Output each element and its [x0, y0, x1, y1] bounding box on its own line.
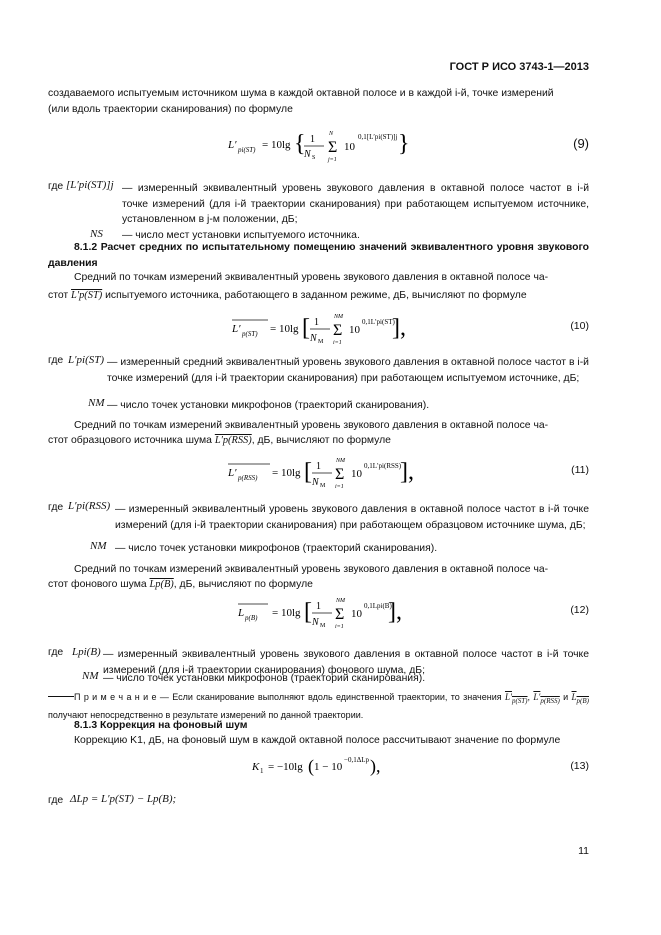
- svg-text:1: 1: [260, 767, 264, 775]
- svg-text:Σ: Σ: [328, 139, 338, 156]
- section-8-1-3-para: Коррекцию K1, дБ, на фоновый шум в каждой октавной полосе рассчитывают значение по формуле: [74, 735, 561, 746]
- svg-text:0,1[L′pi(ST)]j: 0,1[L′pi(ST)]j: [358, 133, 398, 141]
- svg-text:= 10lg: = 10lg: [272, 607, 301, 619]
- para1-symbol: L′p(ST): [71, 290, 103, 301]
- note-text-b: получают непосредственно в результате измерений по данной траектории.: [48, 710, 364, 720]
- svg-text:= −10lg: = −10lg: [268, 761, 303, 773]
- note-sym-2: $L'_{p(RSS)}$: [533, 692, 560, 705]
- svg-text:N: N: [329, 131, 334, 137]
- equation-10-graphic: [232, 308, 406, 348]
- svg-text:S: S: [312, 155, 316, 161]
- intro-paragraph: [48, 86, 589, 117]
- def9-term-1: [L′pi(ST)]j: [66, 179, 114, 191]
- page-header-title: ГОСТ Р ИСО 3743-1—2013: [449, 61, 589, 73]
- para3-symbol: Lp(B): [149, 579, 174, 590]
- svg-text:j=1: j=1: [328, 157, 337, 163]
- def11-term-1: L′pi(RSS): [68, 500, 111, 512]
- svg-text:NM: NM: [334, 314, 343, 320]
- svg-text:M: M: [318, 339, 324, 345]
- para3-line2: [48, 577, 589, 593]
- equation-9-graphic: [228, 126, 408, 166]
- svg-text:),: ),: [370, 756, 381, 776]
- svg-text:L: L: [238, 607, 245, 619]
- svg-text:(: (: [308, 756, 314, 776]
- def9-lead: где: [48, 181, 64, 192]
- note-rule: [48, 696, 74, 697]
- def10-body-2: — число точек установки микрофонов (траекторий сканирования).: [107, 400, 430, 411]
- def12-term-2: NM: [82, 670, 99, 682]
- svg-text:[: [: [304, 599, 312, 625]
- svg-text:L′: L′: [228, 139, 237, 151]
- svg-text:NM: NM: [336, 598, 345, 604]
- def12-term-1: Lpi(B): [72, 646, 101, 658]
- note: П р и м е ч а н и е — Если сканирование выполняют вдоль единственной траектории, то значения $L'_{p(ST)}$, $L'_{p(RSS)}$ и $L_{p(B)}$ получают непосредственно в результате измерений по данной траектории.: [48, 692, 589, 720]
- svg-text:N: N: [310, 333, 317, 344]
- intro-line-1: создаваемого испытуемым источником шума в каждой октавной полосе и в каждой i-й, точке измерений: [48, 88, 554, 99]
- svg-text:K: K: [252, 761, 260, 773]
- para2-symbol: L′p(RSS): [214, 435, 252, 446]
- svg-text:N: N: [312, 477, 319, 488]
- note-text-a: — Если сканирование выполняют вдоль единственной траектории, то значения: [159, 692, 502, 702]
- para3-pre: стот фонового шума: [48, 579, 147, 590]
- svg-text:N: N: [304, 149, 311, 160]
- svg-text:p(RSS): p(RSS): [238, 474, 258, 482]
- svg-text:= 10lg: = 10lg: [270, 323, 299, 335]
- def11-body-1: — измеренный эквивалентный уровень звукового давления в октавной полосе частот в i-й точке измерений (для i-й траектории сканирования) при работающем образцовом источнике шума, дБ;: [115, 504, 589, 531]
- def12-lead: где: [48, 647, 64, 658]
- para2-post: , дБ, вычисляют по формуле: [251, 435, 391, 446]
- section-8-1-2-para-line1: Средний по точкам измерений эквивалентный уровень звукового давления в октавной полосе ча-: [74, 272, 549, 283]
- def11-term-2: NM: [90, 540, 107, 552]
- def10-term-1: L′pi(ST): [68, 354, 105, 366]
- para2-pre: стот образцового источника шума: [48, 435, 212, 446]
- def9-body-1: — измеренный эквивалентный уровень звукового давления в октавной полосе частот в i-й точке измерений (для i-й траектории сканирования) при работающем испытуемом источнике, установленном в j-м положении, дБ;: [122, 183, 589, 225]
- svg-text:10: 10: [351, 468, 362, 480]
- svg-text:1 − 10: 1 − 10: [314, 761, 343, 773]
- para1-post: испытуемого источника, работающего в заданном режиме, дБ, вычисляют по формуле: [105, 290, 527, 301]
- svg-text:M: M: [320, 623, 326, 629]
- def10-body-1: — измеренный средний эквивалентный уровень звукового давления в октавной полосе частот в i-й точке измерений (для i-й траектории сканирования) при работающем испытуемом источнике, дБ;: [107, 357, 589, 384]
- svg-text:0,1Lpi(B): 0,1Lpi(B): [364, 602, 392, 610]
- def12-body-1: — измеренный эквивалентный уровень звукового давления в октавной полосе частот в i-й точке измерений (для i-й траектории сканирования) фонового шума, дБ;: [103, 649, 589, 676]
- svg-text:N: N: [312, 617, 319, 628]
- svg-text:Σ: Σ: [335, 606, 345, 623]
- note-label: П р и м е ч а н и е: [74, 692, 157, 702]
- svg-text:1: 1: [316, 601, 321, 612]
- equation-12: [238, 592, 402, 635]
- svg-text:L′: L′: [228, 467, 237, 479]
- svg-text:−0,1ΔLp: −0,1ΔLp: [344, 756, 369, 764]
- svg-text:[: [: [302, 315, 310, 341]
- def9-body-2: — число мест установки испытуемого источника.: [122, 230, 360, 241]
- svg-text:],: ],: [400, 459, 414, 485]
- svg-text:10: 10: [349, 324, 360, 336]
- svg-text:[: [: [304, 459, 312, 485]
- svg-text:}: }: [398, 131, 410, 157]
- svg-text:p(B): p(B): [245, 614, 258, 622]
- equation-13-number: (13): [570, 760, 589, 772]
- equation-11: [228, 452, 414, 495]
- def10-lead: где: [48, 355, 64, 366]
- svg-text:= 10lg: = 10lg: [272, 467, 301, 479]
- svg-text:M: M: [320, 483, 326, 489]
- equation-10: [232, 308, 406, 351]
- equation-13: [252, 752, 392, 785]
- equation-11-number: (11): [571, 464, 589, 476]
- equation-12-graphic: [238, 592, 402, 632]
- svg-text:Σ: Σ: [335, 466, 345, 483]
- para2-line2: [48, 433, 589, 449]
- svg-text:Σ: Σ: [333, 322, 343, 339]
- svg-text:1: 1: [314, 317, 319, 328]
- svg-text:10: 10: [344, 141, 355, 153]
- svg-text:pi(ST): pi(ST): [238, 146, 256, 154]
- svg-text:1: 1: [316, 461, 321, 472]
- svg-text:1: 1: [310, 134, 315, 145]
- equation-13-graphic: [252, 752, 392, 782]
- section-8-1-2-para-line2: [48, 288, 589, 304]
- equation-12-number: (12): [570, 604, 589, 616]
- svg-text:10: 10: [351, 608, 362, 620]
- svg-text:0,1L′pi(ST): 0,1L′pi(ST): [362, 318, 395, 326]
- svg-text:{: {: [294, 131, 306, 157]
- section-8-1-3-title: 8.1.3 Коррекция на фоновый шум: [74, 720, 248, 731]
- def12-body-2: — число точек установки микрофонов (траекторий сканирования).: [103, 673, 426, 684]
- note-sym-1: $L'_{p(ST)}$: [504, 692, 528, 705]
- svg-text:p(ST): p(ST): [242, 330, 258, 338]
- para3-line1: Средний по точкам измерений эквивалентный уровень звукового давления в октавной полосе ча-: [74, 564, 549, 575]
- page-number: 11: [578, 845, 589, 857]
- svg-text:],: ],: [388, 599, 402, 625]
- svg-text:i=1: i=1: [335, 624, 344, 630]
- def9-term-2: NS: [90, 228, 103, 240]
- note-sym-3: $L_{p(B)}$: [571, 692, 589, 705]
- def13-expr: ΔLp = L′p(ST) − Lp(B);: [70, 793, 177, 805]
- svg-text:= 10lg: = 10lg: [262, 139, 291, 151]
- para1-pre: стот: [48, 290, 69, 301]
- def10-term-2: NM: [88, 397, 105, 409]
- svg-text:i=1: i=1: [333, 340, 342, 346]
- def13-lead: где: [48, 795, 64, 806]
- equation-10-number: (10): [570, 320, 589, 332]
- section-8-1-2-title: 8.1.2 Расчет средних по испытательному помещению значений эквивалентного уровня звукового давления: [48, 242, 589, 269]
- svg-text:NM: NM: [336, 458, 345, 464]
- equation-11-graphic: [228, 452, 414, 492]
- svg-text:0,1L′pi(RSS): 0,1L′pi(RSS): [364, 462, 402, 470]
- para3-post: , дБ, вычисляют по формуле: [173, 579, 313, 590]
- svg-text:i=1: i=1: [335, 484, 344, 490]
- svg-text:],: ],: [392, 315, 406, 341]
- svg-text:L′: L′: [232, 323, 241, 335]
- def11-body-2: — число точек установки микрофонов (траекторий сканирования).: [115, 543, 438, 554]
- para2-line1: Средний по точкам измерений эквивалентный уровень звукового давления в октавной полосе ча-: [74, 420, 549, 431]
- equation-9-number: (9): [573, 136, 589, 151]
- intro-line-2: (или вдоль траектории сканирования) по формуле: [48, 103, 293, 115]
- equation-9: [228, 126, 408, 169]
- def11-lead: где: [48, 502, 64, 513]
